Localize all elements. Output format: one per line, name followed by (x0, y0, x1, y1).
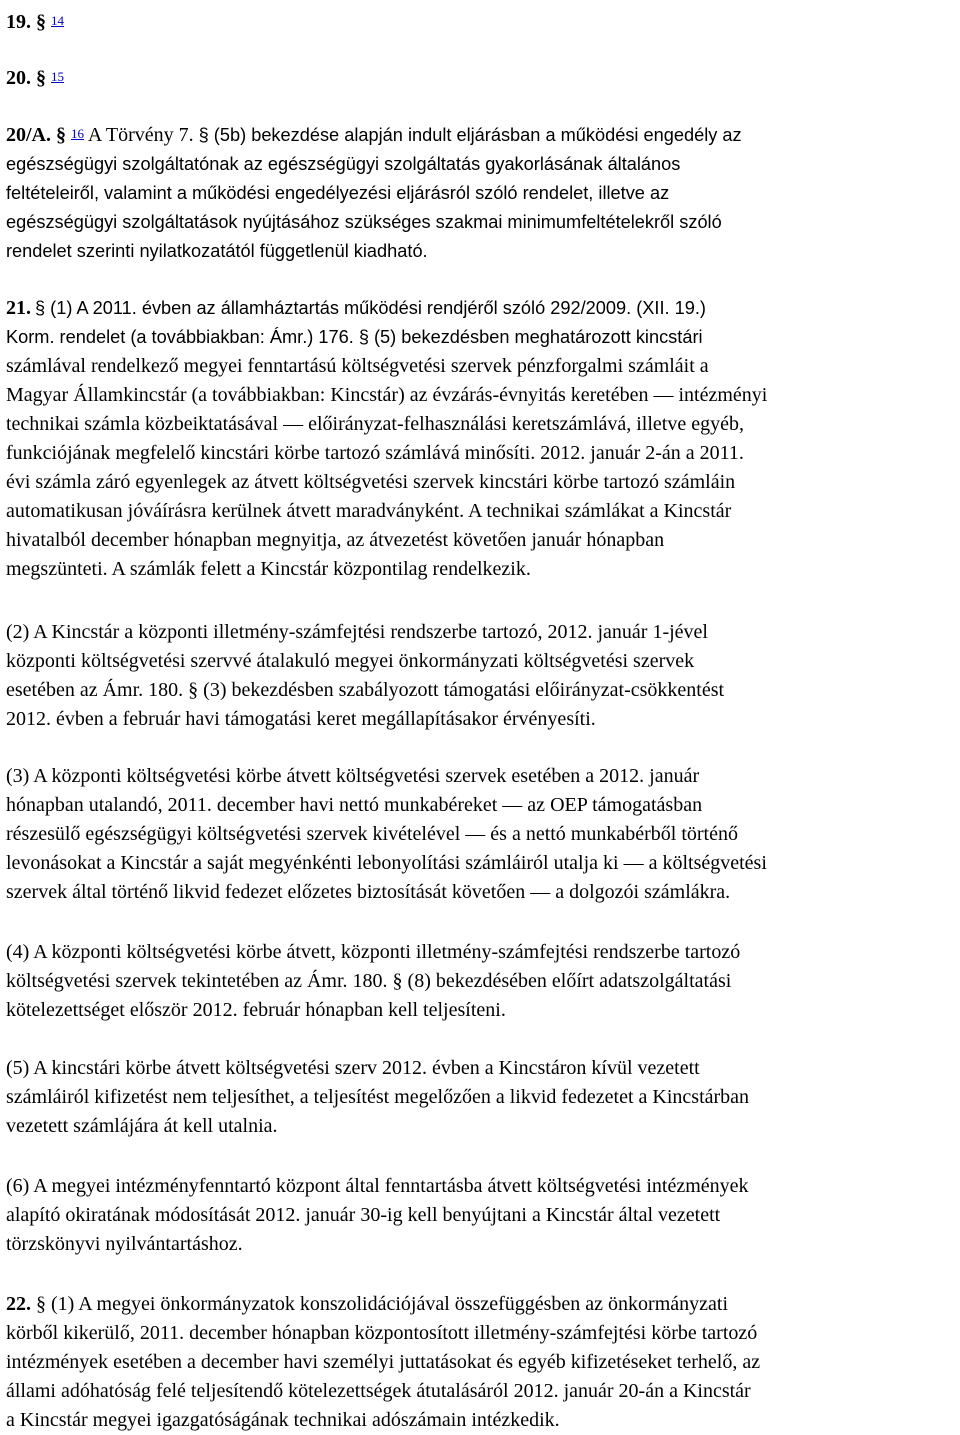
section-number: 22. (6, 1293, 31, 1315)
section-21-paragraph-2 (6, 618, 954, 734)
paragraph-line: funkciójának megfelelő kincstári körbe tartozó számlává minősíti. 2012. január 2-án a 2011. (6, 442, 744, 464)
paragraph-line: számláiról kifizetést nem teljesíthet, a teljesítést megelőzően a likvid fedezetet a Kincstárban (6, 1086, 750, 1108)
paragraph-line: egészségügyi szolgáltatások nyújtásához szükséges szakmai minimumfeltételekről szóló (6, 212, 722, 232)
section-20 (6, 64, 954, 93)
paragraph-line: (2) A Kincstár a központi illetmény-számfejtési rendszerbe tartozó, 2012. január 1-jével (6, 621, 708, 643)
section-21-paragraph-4 (6, 938, 954, 1025)
paragraph-line: rendelet szerinti nyilatkozatától függetlenül kiadható. (6, 241, 428, 261)
section-symbol: § (36, 11, 46, 33)
paragraph-line: Korm. rendelet (a továbbiakban: Ámr.) 176. § (5) bekezdésben meghatározott kincstári (6, 327, 703, 347)
section-number: 20. (6, 67, 31, 89)
section-number: 20/A. (6, 124, 51, 146)
paragraph-line: részesülő egészségügyi költségvetési szervek kivételével — és a nettó munkabérből történő (6, 823, 738, 845)
section-number: 19. (6, 11, 31, 33)
paragraph-line: (4) A központi költségvetési körbe átvett, központi illetmény-számfejtési rendszerbe tartozó (6, 941, 741, 963)
paragraph-line: levonásokat a Kincstár a saját megyénkénti lebonyolítási számláiról utalja ki — a költségvetési (6, 852, 767, 874)
paragraph-line: körből kikerülő, 2011. december hónapban központosított illetmény-számfejtési körbe tartozó (6, 1322, 758, 1344)
paragraph-line: § (1) A 2011. évben az államháztartás működési rendjéről szóló 292/2009. (XII. 19.) (35, 298, 706, 318)
paragraph-line: 2012. évben a február havi támogatási keret megállapításakor érvényesíti. (6, 708, 596, 730)
section-heading-line (6, 121, 954, 150)
paragraph-line: szervek által történő likvid fedezet előzetes biztosítását követően — a dolgozói számlákra. (6, 881, 731, 903)
paragraph-line: (3) A központi költségvetési körbe átvett költségvetési szervek esetében a 2012. január (6, 765, 700, 787)
footnote-link[interactable]: 15 (51, 69, 64, 84)
paragraph-line: (5) A kincstári körbe átvett költségvetési szerv 2012. évben a Kincstáron kívül vezetett (6, 1057, 700, 1079)
paragraph-line: kötelezettséget először 2012. február hónapban kell teljesíteni. (6, 999, 506, 1021)
paragraph-line: technikai számla közbeiktatásával — előirányzat-felhasználási keretszámlává, illetve egyéb, (6, 413, 744, 435)
paragraph-line: intézmények esetében a december havi személyi juttatásokat és egyéb kifizetéseket terhelő, az (6, 1351, 761, 1373)
paragraph-line: (6) A megyei intézményfenntartó központ által fenntartásba átvett költségvetési intézmények (6, 1175, 749, 1197)
paragraph-line: § (1) A megyei önkormányzatok konszolidációjával összefüggésben az önkormányzati (36, 1293, 729, 1315)
paragraph-line: vezetett számlájára át kell utalnia. (6, 1115, 278, 1137)
paragraph-line: egészségügyi szolgáltatónak az egészségügyi szolgáltatás gyakorlásának általános (6, 154, 681, 174)
footnote-link[interactable]: 14 (51, 13, 64, 28)
paragraph-line: évi számla záró egyenlegek az átvett költségvetési szervek kincstári körbe tartozó számláin (6, 471, 736, 493)
paragraph-line: állami adóhatóság felé teljesítendő kötelezettségek átutalásáról 2012. január 20-án a Kincstár (6, 1380, 751, 1402)
paragraph-line: költségvetési szervek tekintetében az Ámr. 180. § (8) bekezdésében előírt adatszolgáltatási (6, 970, 732, 992)
section-20a (6, 121, 954, 266)
section-lead-text: A Törvény 7. (87, 124, 194, 146)
paragraph-line: számlával rendelkező megyei fenntartású költségvetési szervek pénzforgalmi számláit a (6, 355, 709, 377)
paragraph-line: központi költségvetési szervvé átalakuló megyei önkormányzati költségvetési szervek (6, 650, 695, 672)
paragraph-line: hivatalból december hónapban megnyitja, az átvezetést követően január hónapban (6, 529, 665, 551)
section-19 (6, 8, 954, 37)
section-heading-line (6, 294, 954, 323)
section-21-paragraph-5 (6, 1054, 954, 1141)
paragraph-text (6, 150, 954, 266)
section-symbol: § (56, 124, 66, 146)
section-21-paragraph-1-cont (6, 352, 954, 584)
section-symbol: § (36, 67, 46, 89)
section-22 (6, 1290, 954, 1435)
footnote-link[interactable]: 16 (71, 126, 84, 141)
section-number: 21. (6, 297, 31, 319)
paragraph-line: Magyar Államkincstár (a továbbiakban: Kincstár) az évzárás-évnyitás keretében — intézményi (6, 384, 768, 406)
section-21-paragraph-6 (6, 1172, 954, 1259)
paragraph-line: automatikusan jóváírásra kerülnek átvett maradványként. A technikai számlákat a Kincstár (6, 500, 732, 522)
paragraph-line: alapító okiratának módosítását 2012. január 30-ig kell benyújtani a Kincstár által vezetett (6, 1204, 721, 1226)
paragraph-line: a Kincstár megyei igazgatóságának technikai adószámain intézkedik. (6, 1409, 560, 1431)
paragraph-line: esetében az Ámr. 180. § (3) bekezdésben szabályozott támogatási előirányzat-csökkentést (6, 679, 725, 701)
section-heading-line (6, 1290, 954, 1319)
section-21-paragraph-3 (6, 762, 954, 907)
paragraph-line: törzskönyvi nyilvántartáshoz. (6, 1233, 243, 1255)
paragraph-line: feltételeiről, valamint a működési engedélyezési eljárásról szóló rendelet, illetve az (6, 183, 670, 203)
paragraph-line: § (5b) bekezdése alapján indult eljárásban a működési engedély az (198, 125, 742, 145)
section-21-paragraph-1 (6, 323, 954, 352)
paragraph-line: hónapban utalandó, 2011. december havi nettó munkabéreket — az OEP támogatásban (6, 794, 703, 816)
section-21 (6, 294, 954, 323)
paragraph-line: megszünteti. A számlák felett a Kincstár központilag rendelkezik. (6, 558, 531, 580)
